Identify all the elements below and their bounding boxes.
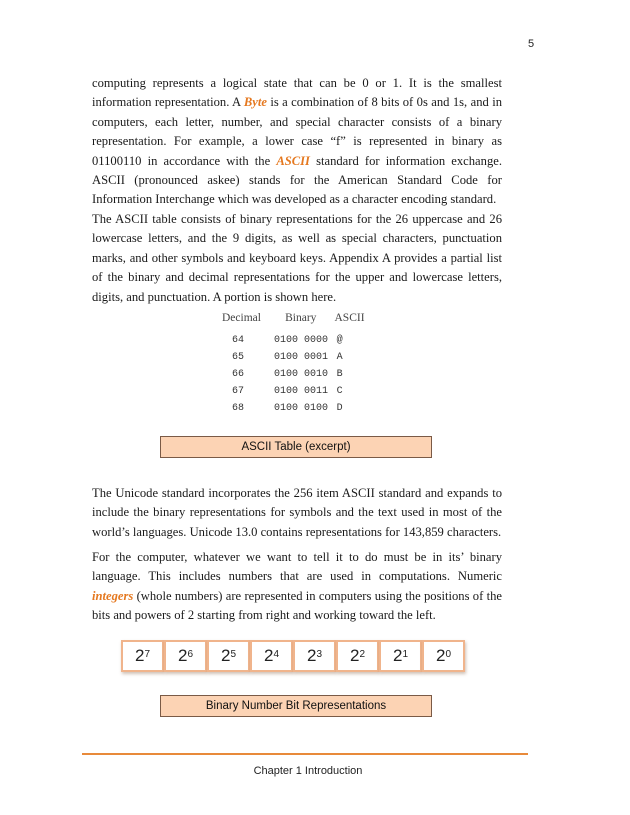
bit-exponent: 7: [144, 648, 151, 660]
footer-divider: [82, 753, 528, 755]
paragraph-text: (whole numbers) are represented in computers using the positions of the bits and powers of 2 starting from right and working toward the left.: [92, 588, 502, 623]
ascii-table-caption: ASCII Table (excerpt): [160, 436, 432, 458]
bit-box: [207, 640, 250, 672]
paragraph-text: For the computer, whatever we want to tell it to do must be in its’ binary language. This includes numbers that are used in computations. Numeric: [92, 550, 502, 584]
footer: [0, 765, 630, 777]
bit-exponent: 0: [445, 648, 452, 660]
bit-positions: [121, 640, 465, 672]
table-row: [222, 383, 372, 400]
bit-exponent: 2: [359, 648, 366, 660]
bit-box: [164, 640, 207, 672]
bit-base: 2: [392, 646, 403, 665]
ascii-table-header: [222, 312, 372, 332]
paragraph-text: is a combination of 8 bits of 0s and 1s, and in computers, each letter, number, and special character consists of a binary representation. For example, a lower case “f” is represented in binary as 01100110 in accordance with the: [92, 95, 502, 168]
paragraph-unicode: The Unicode standard incorporates the 256 item ASCII standard and expands to include the binary representations for symbols and the text used in most of the world’s languages. Unicode 13.0 contains representations for 143,859 characters.: [92, 486, 502, 539]
bit-box: [379, 640, 422, 672]
term-integers: integers: [92, 588, 134, 603]
cell-ascii: C: [336, 386, 343, 397]
header-binary: Binary: [285, 312, 317, 324]
cell-binary: 0100 0001: [274, 352, 329, 363]
bit-base: 2: [435, 646, 446, 665]
paragraph-integers: [92, 548, 502, 626]
paragraph-ascii-table: The ASCII table consists of binary representations for the 26 uppercase and 26 lowercase letters, and the 9 digits, as well as special characters, punctuation marks, and other symbols and keyboard keys. Appendix A provides a partial list of the binary and decimal representations for the upper and lowercase letters, digits, and punctuation. A portion is shown here.: [92, 212, 502, 304]
ascii-table: [222, 312, 372, 417]
bit-base: 2: [263, 646, 274, 665]
cell-binary: 0100 0011: [274, 386, 329, 397]
bit-box: [121, 640, 164, 672]
cell-binary: 0100 0000: [274, 335, 329, 346]
cell-decimal: 65: [232, 352, 245, 363]
page-number: 5: [528, 38, 535, 50]
bit-exponent: 6: [187, 648, 194, 660]
bit-exponent: 1: [402, 648, 409, 660]
cell-ascii: B: [336, 369, 343, 380]
bit-base: 2: [306, 646, 317, 665]
cell-ascii: D: [336, 403, 343, 414]
bit-exponent: 5: [230, 648, 237, 660]
header-ascii: ASCII: [334, 312, 365, 324]
cell-decimal: 66: [232, 369, 245, 380]
bit-box: [422, 640, 465, 672]
cell-decimal: 68: [232, 403, 245, 414]
bit-box: [293, 640, 336, 672]
cell-ascii: A: [336, 352, 343, 363]
table-row: [222, 332, 372, 349]
table-row: [222, 400, 372, 417]
header-decimal: Decimal: [222, 312, 261, 324]
table-row: [222, 366, 372, 383]
bit-base: 2: [134, 646, 145, 665]
term-byte: Byte: [243, 95, 267, 110]
bits-caption: Binary Number Bit Representations: [160, 695, 432, 717]
bit-base: 2: [220, 646, 231, 665]
paragraph-text: standard for information exchange. ASCII (pronounced askee) stands for the American Standard Code for Information Interchange which was developed as a character encoding standard.: [92, 153, 502, 207]
cell-binary: 0100 0010: [274, 369, 329, 380]
chapter-title: Chapter 1 Introduction: [253, 765, 363, 777]
cell-ascii: @: [336, 335, 343, 346]
bit-base: 2: [349, 646, 360, 665]
cell-binary: 0100 0100: [274, 403, 329, 414]
bit-exponent: 4: [273, 648, 280, 660]
bit-box: [250, 640, 293, 672]
paragraph-byte-definition: [92, 74, 502, 210]
cell-decimal: 64: [232, 335, 245, 346]
paragraph-text: computing represents a logical state that can be 0 or 1. It is the smallest information representation. A: [92, 76, 502, 110]
bit-exponent: 3: [316, 648, 323, 660]
bit-base: 2: [177, 646, 188, 665]
cell-decimal: 67: [232, 386, 245, 397]
term-ascii: ASCII: [276, 153, 310, 168]
table-row: [222, 349, 372, 366]
bit-box: [336, 640, 379, 672]
